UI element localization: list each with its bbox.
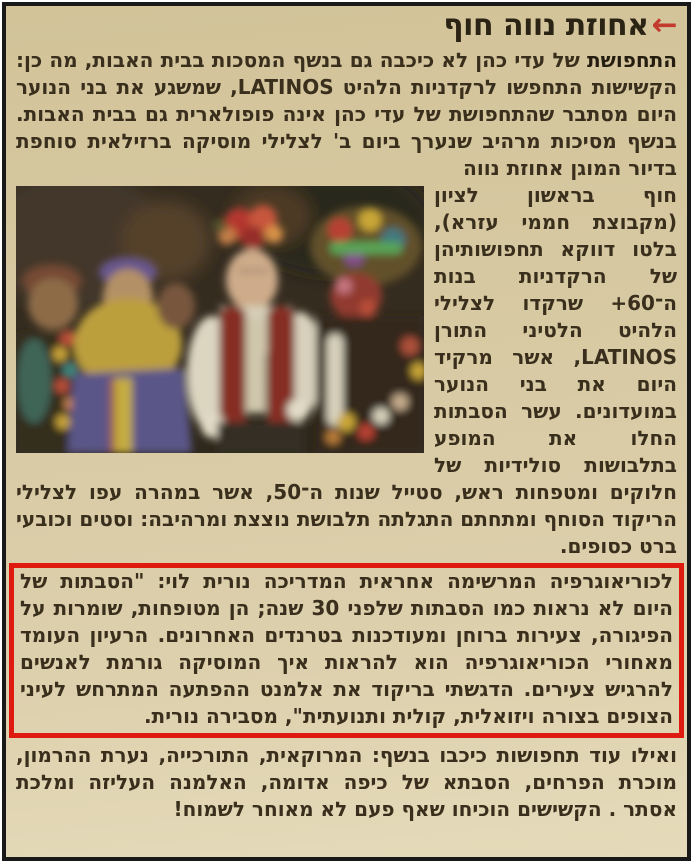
headline-title: אחוזת נווה חוף bbox=[443, 8, 649, 43]
headline bbox=[16, 7, 677, 44]
paragraph-intro bbox=[16, 47, 677, 182]
left-arrow-icon: ← bbox=[651, 7, 677, 43]
costume-ball-photo-art bbox=[16, 186, 424, 453]
paragraph-story: חוף בראשון לציון (מקבוצת חממי עזרא), בלטו דווקא תחפושותיהן של הרקדניות בנות ה־60+ שרקדו לצלילי הלהיט הלטיני התורן LATINOS, אשר מרקיד היום את בני הנוער במועדונים. עשר הסבתות החלו את המופע בתלבושות סולידיות של חלוקים ומטפחות ראש, סטייל שנות ה־50, אשר במהרה עפו לצלילי הריקוד הסוחף ומתחתם התגלתה תלבושת נוצצת ומרהיבה: וסטים וכובעי ברט כסופים. bbox=[16, 183, 677, 558]
paragraph-intro-text: של עדי כהן לא כיכבה גם בנשף המסכות בבית האבות, מה כן: הקשישות התחפשו לרקדניות הלהיט LATINOS, שמשגע את בני הנוער היום מסתבר שהתחפושת של עדי כהן אינה פופולארית גם בבית האבות. בנשף מסיכות מרהיב שנערך ביום ב' לצלילי מוסיקה ברזילאית סוחפת בדיור המוגן אחוזת נווה bbox=[16, 48, 677, 180]
paragraph-closing: ואילו עוד תחפושות כיכבו בנשף: המרוקאית, התורכייה, נערת ההרמון, מוכרת הפרחים, הסבתא של כיפה אדומה, האלמנה העליזה ומלכת אסתר . הקשישים הוכיחו שאף פעם לא מאוחר לשמוח! bbox=[16, 743, 677, 821]
costume-ball-photo bbox=[16, 186, 424, 453]
newspaper-clipping bbox=[2, 2, 691, 861]
highlighted-quote-paragraph: לכוריאוגרפיה המרשימה אחראית המדריכה נורית לוי: "הסבתות של היום לא נראות כמו הסבתות שלפני 30 שנה; הן מטופחות, שומרות על הפיגורה, צעירות ברוחן ומעודכנות בטרנדים האחרונים. הרעיון העומד מאחורי הכוריאוגרפיה הוא להראות איך המוסיקה גורמת לאנשים להרגיש צעירים. הדגשתי בריקוד את אלמנט ההפתעה המתרחש לעיני הצופים בצורה ויזואלית, קולית ותנועתית", מסבירה נורית. bbox=[9, 563, 684, 738]
lead-word: התחפושת bbox=[587, 48, 677, 72]
